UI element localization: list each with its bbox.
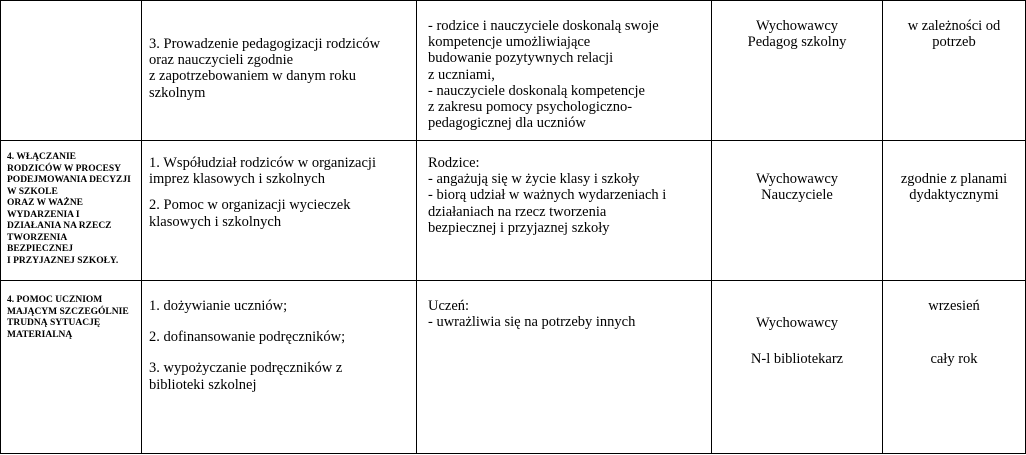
responsible-cell [712, 281, 883, 454]
area-line: 4. WŁĄCZANIE [7, 152, 76, 162]
content-cell [417, 281, 712, 454]
activity-line: szkolnym [149, 84, 206, 101]
area-line: PODEJMOWANIA DECYZJI [7, 175, 131, 185]
area-line: WYDARZENIA I [7, 209, 80, 220]
area-line: I PRZYJAZNEJ SZKOŁY. [7, 255, 119, 266]
area-cell-empty [1, 1, 142, 141]
activity-line: 3. wypożyczanie podręczników z [149, 360, 343, 377]
responsible-line: Wychowawcy [755, 315, 839, 331]
activity-cell [142, 141, 417, 281]
content-line: budowanie pozytywnych relacji [428, 50, 614, 67]
content-line: kompetencje umożliwiające [428, 34, 591, 51]
activity-line: 3. Prowadzenie pedagogizacji rodziców [149, 36, 381, 52]
responsible-line: Wychowawcy [755, 18, 839, 34]
activity-line: 1. dożywianie uczniów; [149, 298, 288, 314]
content-line: - rodzice i nauczyciele doskonalą swoje [428, 18, 659, 34]
area-line: DZIAŁANIA NA RZECZ [7, 221, 112, 231]
table-row [1, 281, 1026, 454]
area-line: TWORZENIA [7, 232, 68, 243]
activity-line: biblioteki szkolnej [149, 376, 257, 393]
area-line: W SZKOLE [7, 186, 58, 197]
term-line: dydaktycznymi [909, 187, 999, 204]
responsible-cell [712, 141, 883, 281]
content-line: z uczniami, [428, 66, 495, 83]
content-line: pedagogicznej dla uczniów [428, 115, 586, 132]
area-line: RODZICÓW W PROCESY [7, 163, 122, 174]
area-line: ORAZ W WAŻNE [7, 198, 84, 208]
content-line: - uwrażliwia się na potrzeby innych [428, 314, 636, 331]
content-line: Uczeń: [428, 298, 470, 314]
responsible-cell [712, 1, 883, 141]
activity-line: klasowych i szkolnych [149, 213, 282, 230]
area-cell [1, 141, 142, 281]
term-cell [883, 1, 1026, 141]
content-line: z zakresu pomocy psychologiczno- [428, 99, 633, 116]
activity-line: z zapotrzebowaniem w danym roku [149, 68, 356, 85]
activity-line: 2. Pomoc w organizacji wycieczek [149, 197, 351, 214]
activity-line: imprez klasowych i szkolnych [149, 171, 325, 188]
area-line: BEZPIECZNEJ [7, 244, 73, 254]
activity-line: 2. dofinansowanie podręczników; [149, 329, 346, 346]
responsible-line: Nauczyciele [761, 187, 833, 204]
responsible-line: N-l bibliotekarz [750, 351, 844, 368]
table-row [1, 141, 1026, 281]
content-cell [417, 1, 712, 141]
responsible-line: Wychowawcy [755, 171, 839, 187]
area-line: 4. POMOC UCZNIOM [7, 295, 103, 305]
activity-line: oraz nauczycieli zgodnie [149, 52, 294, 69]
table-row [1, 1, 1026, 141]
area-cell [1, 281, 142, 454]
area-line: MAJĄCYM SZCZEGÓLNIE [7, 306, 129, 317]
content-line: Rodzice: [428, 155, 480, 171]
content-line: działaniach na rzecz tworzenia [428, 203, 607, 220]
term-line: cały rok [930, 351, 978, 368]
term-line: potrzeb [932, 34, 976, 51]
area-line: TRUDNĄ SYTUACJĘ [7, 318, 101, 328]
term-cell [883, 141, 1026, 281]
term-line: zgodnie z planami [900, 171, 1008, 187]
term-line: wrzesień [928, 298, 980, 314]
content-line: - biorą udział w ważnych wydarzeniach i [428, 187, 667, 204]
content-line: bezpiecznej i przyjaznej szkoły [428, 219, 610, 236]
term-cell [883, 281, 1026, 454]
content-cell [417, 141, 712, 281]
term-line: w zależności od [907, 18, 1001, 34]
activity-line: 1. Współudział rodziców w organizacji [149, 155, 376, 171]
responsible-line: Pedagog szkolny [747, 34, 847, 51]
content-line: - angażują się w życie klasy i szkoły [428, 171, 640, 188]
area-line: MATERIALNĄ [7, 329, 73, 340]
content-line: - nauczyciele doskonalą kompetencje [428, 82, 645, 99]
activity-cell [142, 281, 417, 454]
activity-cell [142, 1, 417, 141]
